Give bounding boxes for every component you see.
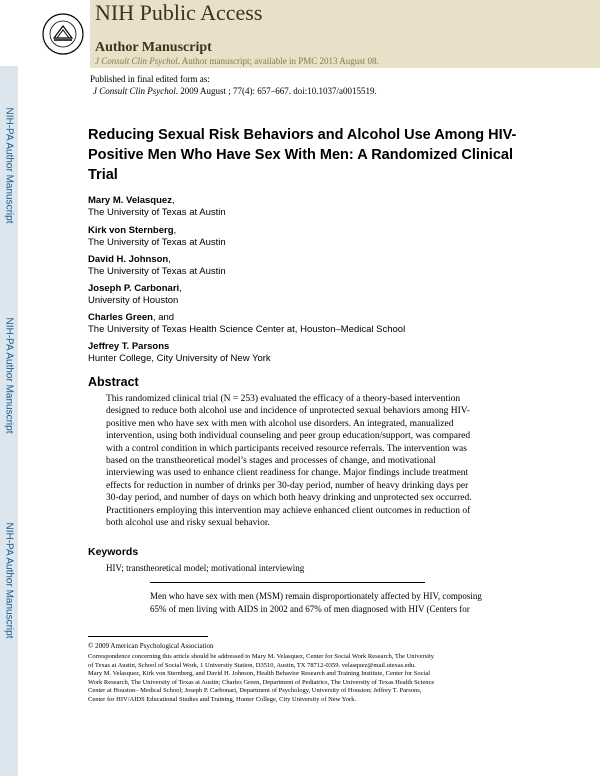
- intro-paragraph: [150, 590, 495, 616]
- keywords-heading: Keywords: [88, 546, 139, 558]
- footnote-divider: [88, 636, 208, 637]
- intro-line: 65% of men living with AIDS in 2002 and 67% of men diagnosed with HIV (Centers for: [150, 604, 470, 614]
- nih-public-access-title: NIH Public Access: [95, 0, 263, 25]
- author-manuscript-label: Author Manuscript: [95, 40, 212, 55]
- availability-text: . Author manuscript; available in PMC 2013 August 08.: [177, 56, 379, 66]
- availability-note: [95, 56, 379, 66]
- sidebar-label: NIH-PA Author Manuscript: [3, 317, 15, 433]
- author-affiliation: University of Houston: [88, 295, 179, 306]
- abstract-line: intervention, using both individual counseling and peer group education/support, was compared: [106, 431, 471, 442]
- abstract-line: positive men who have sex with men with alcohol use disorders. An integrated, manualized: [106, 418, 454, 429]
- correspondence-line: Mary M. Velasquez, Kirk von Sternberg, and David H. Johnson, Health Behavior Research and Training Institute, Center for Social: [88, 670, 431, 677]
- intro-line: Men who have sex with men (MSM) remain disproportionately affected by HIV, composing: [150, 591, 482, 601]
- keywords-list: HIV; transtheoretical model; motivational interviewing: [106, 563, 305, 573]
- abstract-line: based on the transtheoretical model’s stages and processes of change, and motivational: [106, 456, 436, 467]
- availability-journal: J Consult Clin Psychol: [95, 56, 178, 66]
- abstract-line: This randomized clinical trial (N = 253) evaluated the efficacy of a theory-based intervention: [106, 394, 461, 404]
- correspondence-line: Correspondence concerning this article should be addressed to Mary M. Velasquez, Center for Social Work Research, The University: [88, 653, 435, 660]
- author-affiliation: The University of Texas at Austin: [88, 266, 226, 277]
- author-name: David H. Johnson,: [88, 254, 171, 265]
- abstract-heading: Abstract: [88, 375, 139, 389]
- author-affiliation: Hunter College, City University of New York: [88, 353, 271, 364]
- sidebar-label: NIH-PA Author Manuscript: [3, 107, 15, 223]
- abstract-line: 30-day period, and number of days on which both heavy drinking and unprotected sex occurred.: [106, 493, 472, 504]
- abstract-line: interviewing was used to enhance client readiness for change. Major findings include treatment: [106, 468, 469, 479]
- citation-journal: J Consult Clin Psychol: [93, 86, 176, 96]
- correspondence-line: Work Research, The University of Texas at Austin; Charles Green, Department of Pediatrics, The University of Texas Health Science: [88, 678, 435, 686]
- abstract-line: effects for reduction in number of drinks per 30-day period, number of heavy drinking days per: [106, 480, 469, 491]
- published-line: Published in final edited form as:: [90, 74, 210, 84]
- correspondence-line: Center at Houston– Medical School; Joseph P. Carbonari, Department of Psychology, University of Houston; Jeffrey T. Parsons,: [88, 687, 422, 694]
- citation-line: [93, 86, 377, 96]
- author-name: Joseph P. Carbonari,: [88, 283, 182, 294]
- author-affiliation: The University of Texas Health Science Center at, Houston–Medical School: [88, 324, 406, 335]
- author-name: Kirk von Sternberg,: [88, 225, 177, 236]
- correspondence-note: [88, 653, 508, 704]
- author-name: Mary M. Velasquez,: [88, 195, 175, 206]
- author-affiliation: The University of Texas at Austin: [88, 237, 226, 248]
- section-divider: [150, 582, 425, 583]
- abstract-line: with a control condition in which participants received resource referrals. The intervention was: [106, 443, 467, 454]
- abstract-line: designed to reduce both alcohol use and incidence of unprotected sexual behaviors among HIV-: [106, 406, 470, 417]
- correspondence-line: Center for HIV/AIDS Educational Studies and Training, Hunter College, City University of New York.: [88, 695, 357, 703]
- article-title: Reducing Sexual Risk Behaviors and Alcohol Use Among HIV-Positive Men Who Have Sex With Men: A Randomized Clinical Trial: [88, 127, 517, 183]
- abstract-line: both alcohol use and risky sexual behavior.: [106, 518, 270, 529]
- citation-details: . 2009 August ; 77(4): 657–667. doi:10.1037/a0015519.: [175, 86, 377, 96]
- author-name: Jeffrey T. Parsons: [88, 341, 170, 352]
- abstract-line: Practitioners employing this intervention may achieve enhanced client outcomes in reduction of: [106, 505, 471, 516]
- nih-seal-logo: [40, 4, 86, 64]
- correspondence-line: of Texas at Austin, School of Social Work, 1 University Station, D3510, Austin, TX 78712-0359. velasquez@mail.utexas.edu.: [88, 661, 416, 669]
- abstract-body: [106, 393, 486, 529]
- copyright-notice: © 2009 American Psychological Association: [88, 642, 214, 650]
- sidebar-label: NIH-PA Author Manuscript: [3, 522, 15, 638]
- author-name: Charles Green, and: [88, 312, 175, 323]
- author-affiliation: The University of Texas at Austin: [88, 207, 226, 218]
